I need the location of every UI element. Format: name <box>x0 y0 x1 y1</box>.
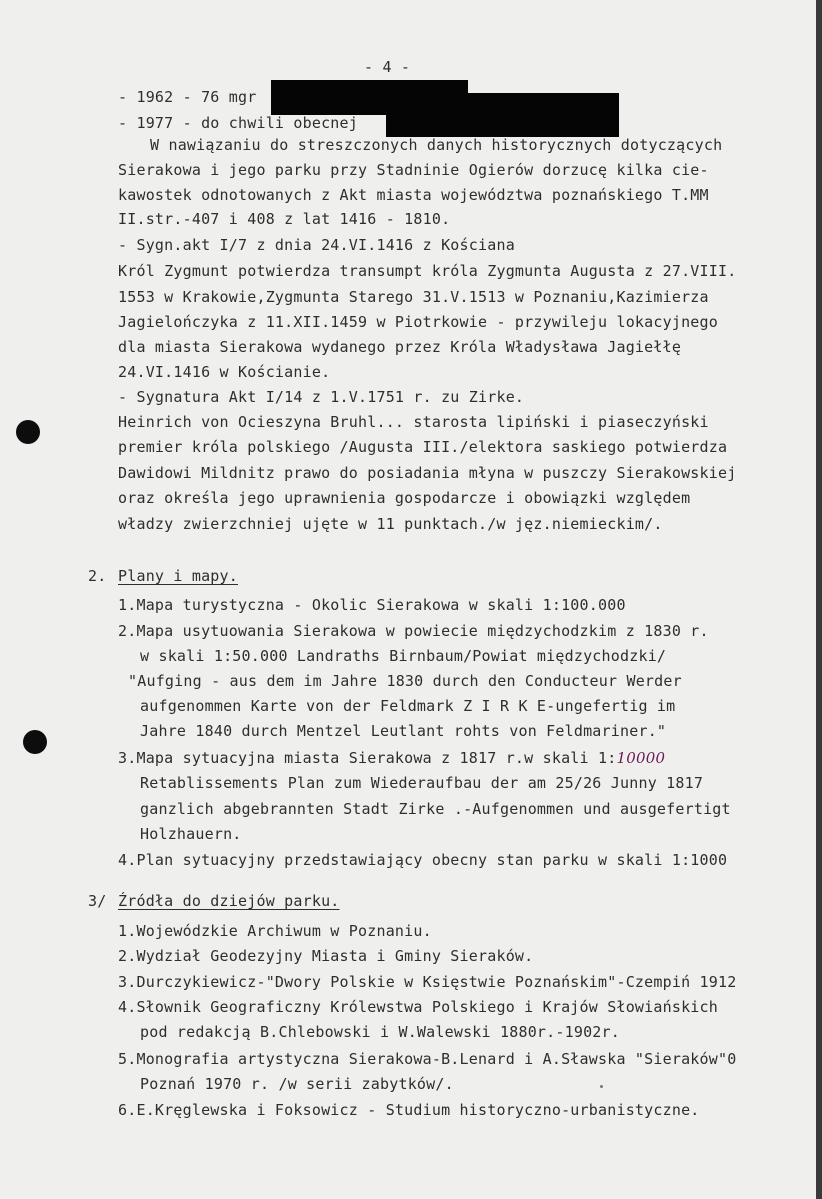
act-line: oraz określa jego uprawnienia gospodarcze i obowiązki względem <box>118 489 691 507</box>
act-line: - Sygnatura Akt I/14 z 1.V.1751 r. zu Zirke. <box>118 388 525 406</box>
intro-line: W nawiązaniu do streszczonych danych historycznych dotyczących <box>150 136 723 154</box>
act-line: Dawidowi Mildnitz prawo do posiadania młyna w puszczy Sierakowskiej <box>118 464 737 482</box>
list-item: Holzhauern. <box>140 825 242 843</box>
act-line: dla miasta Sierakowa wydanego przez Króla Władysława Jagiełłę <box>118 338 682 356</box>
list-item: w skali 1:50.000 Landraths Birnbaum/Powiat międzychodzki/ <box>140 647 667 665</box>
list-item: 5.Monografia artystyczna Sierakowa-B.Lenard i A.Sławska "Sieraków"0 <box>118 1050 737 1068</box>
list-item: aufgenommen Karte von der Feldmark Z I R K E-ungefertig im <box>140 697 676 715</box>
list-item: 6.E.Kręglewska i Foksowicz - Studium historyczno-urbanistyczne. <box>118 1101 700 1119</box>
intro-line: kawostek odnotowanych z Akt miasta województwa poznańskiego T.MM <box>118 186 709 204</box>
list-item: 2.Mapa usytuowania Sierakowa w powiecie międzychodzkim z 1830 r. <box>118 622 709 640</box>
punch-hole-bottom <box>23 730 47 754</box>
handwritten-scale: 10000 <box>616 749 666 767</box>
act-line: Król Zygmunt potwierdza transumpt króla Zygmunta Augusta z 27.VIII. <box>118 262 737 280</box>
redaction-bar <box>271 93 619 115</box>
history-entry: - 1977 - do chwili obecnej <box>118 114 358 132</box>
list-item <box>118 749 665 767</box>
list-item: Retablissements Plan zum Wiederaufbau der am 25/26 Junny 1817 <box>140 774 704 792</box>
intro-line: II.str.-407 i 408 z lat 1416 - 1810. <box>118 210 451 228</box>
punch-hole-top <box>16 420 40 444</box>
list-item: 1.Wojewódzkie Archiwum w Poznaniu. <box>118 922 432 940</box>
intro-line: Sierakowa i jego parku przy Stadninie Ogierów dorzucę kilka cie- <box>118 161 709 179</box>
act-line: władzy zwierzchniej ujęte w 11 punktach./w jęz.niemieckim/. <box>118 515 663 533</box>
list-item: 4.Plan sytuacyjny przedstawiający obecny stan parku w skali 1:1000 <box>118 851 728 869</box>
act-line: Jagielończyka z 11.XII.1459 w Piotrkowie - przywileju lokacyjnego <box>118 313 718 331</box>
act-line: 1553 w Krakowie,Zygmunta Starego 31.V.1513 w Poznaniu,Kazimierza <box>118 288 709 306</box>
list-item-text: 3.Mapa sytuacyjna miasta Sierakowa z 1817 r.w skali 1: <box>118 749 617 767</box>
list-item: 4.Słownik Geograficzny Królewstwa Polskiego i Krajów Słowiańskich <box>118 998 718 1016</box>
speck <box>600 1085 603 1088</box>
list-item: 2.Wydział Geodezyjny Miasta i Gminy Sieraków. <box>118 947 534 965</box>
section-number: 3/ <box>88 892 107 910</box>
section-number: 2. <box>88 567 107 585</box>
list-item: 1.Mapa turystyczna - Okolic Sierakowa w skali 1:100.000 <box>118 596 626 614</box>
page-number: - 4 - <box>364 58 411 76</box>
list-item: "Aufging - aus dem im Jahre 1830 durch den Conducteur Werder <box>128 672 682 690</box>
act-line: Heinrich von Ocieszyna Bruhl... starosta lipiński i piaseczyński <box>118 413 709 431</box>
list-item: Jahre 1840 durch Mentzel Leutlant rohts von Feldmariner." <box>140 722 667 740</box>
section-title: Źródła do dziejów parku. <box>118 892 340 910</box>
list-item: Poznań 1970 r. /w serii zabytków/. <box>140 1075 454 1093</box>
list-item: pod redakcją B.Chlebowski i W.Walewski 1880r.-1902r. <box>140 1023 620 1041</box>
history-entry: - 1962 - 76 mgr <box>118 88 257 106</box>
redaction-bar <box>386 113 619 137</box>
act-line: 24.VI.1416 w Kościanie. <box>118 363 331 381</box>
list-item: ganzlich abgebrannten Stadt Zirke .-Aufgenommen und ausgefertigt <box>140 800 731 818</box>
act-line: premier króla polskiego /Augusta III./elektora saskiego potwierdza <box>118 438 728 456</box>
section-title: Plany i mapy. <box>118 567 238 585</box>
act-line: - Sygn.akt I/7 z dnia 24.VI.1416 z Kościana <box>118 236 515 254</box>
list-item: 3.Durczykiewicz-"Dwory Polskie w Księstwie Poznańskim"-Czempiń 1912 <box>118 973 737 991</box>
